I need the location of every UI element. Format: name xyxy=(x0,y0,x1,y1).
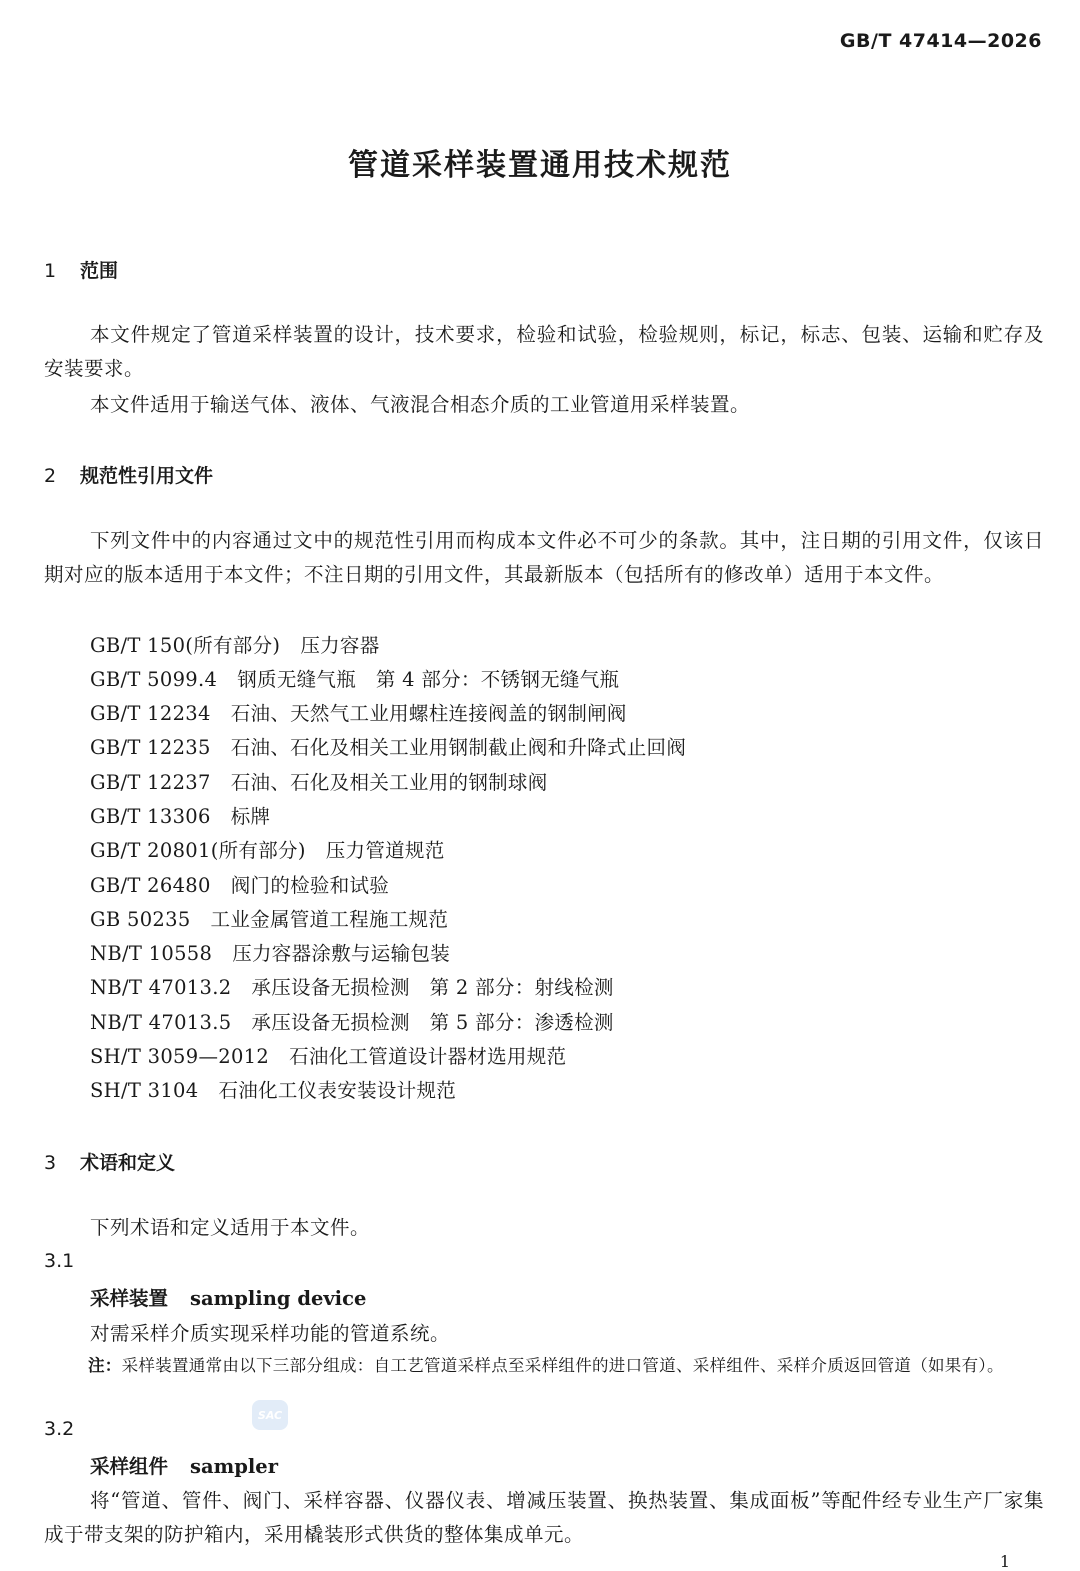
section-number: 2 xyxy=(44,465,57,487)
section-2-intro: 下列文件中的内容通过文中的规范性引用而构成本文件必不可少的条款。其中，注日期的引用文件，仅该日期对应的版本适用于本文件；不注日期的引用文件，其最新版本（包括所有的修改单）适用于本文件。 xyxy=(44,529,1044,586)
term-definition: 对需采样介质实现采样功能的管道系统。 xyxy=(90,1322,451,1345)
reference-title: 阀门的检验和试验 xyxy=(230,874,390,897)
term-english: sampling device xyxy=(190,1287,367,1310)
reference-title: 压力管道规范 xyxy=(325,839,445,862)
section-title: 规范性引用文件 xyxy=(80,465,214,487)
note-label: 注： xyxy=(88,1356,122,1375)
reference-title: 石油、天然气工业用螺柱连接阀盖的钢制闸阀 xyxy=(230,702,627,725)
reference-title: 石油、石化及相关工业用钢制截止阀和升降式止回阀 xyxy=(230,736,687,759)
section-3-intro: 下列术语和定义适用于本文件。 xyxy=(90,1216,371,1239)
reference-title: 压力容器 xyxy=(300,634,380,657)
reference-code: GB/T 5099.4 xyxy=(90,668,218,691)
section-1-paragraph: 本文件规定了管道采样装置的设计，技术要求，检验和试验，检验规则，标记，标志、包装、运输和贮存及安装要求。 xyxy=(44,323,1044,380)
reference-title: 承压设备无损检测 第 2 部分：射线检测 xyxy=(251,976,614,999)
reference-item xyxy=(90,1075,456,1103)
reference-item xyxy=(90,835,445,863)
reference-item xyxy=(90,698,627,726)
reference-item xyxy=(90,767,548,795)
reference-code: NB/T 47013.5 xyxy=(90,1011,232,1034)
reference-title: 石油化工管道设计器材选用规范 xyxy=(289,1045,567,1068)
reference-item xyxy=(90,904,448,932)
reference-title: 压力容器涂敷与运输包装 xyxy=(232,942,451,965)
term-chinese: 采样组件 xyxy=(90,1455,169,1478)
term-chinese: 采样装置 xyxy=(90,1287,169,1310)
page-number: 1 xyxy=(999,1552,1010,1571)
reference-code: GB 50235 xyxy=(90,908,191,931)
reference-code: SH/T 3059—2012 xyxy=(90,1045,270,1068)
term-definition: 将“管道、管件、阀门、采样容器、仪器仪表、增减压装置、换热装置、集成面板”等配件经专业生产厂家集成于带支架的防护箱内，采用橇装形式供货的整体集成单元。 xyxy=(44,1489,1044,1546)
reference-code: GB/T 20801(所有部分) xyxy=(90,839,306,862)
section-1-heading xyxy=(44,256,118,283)
reference-item xyxy=(90,664,619,692)
document-title: 管道采样装置通用技术规范 xyxy=(348,148,732,183)
section-2-heading xyxy=(44,461,213,488)
section-number: 1 xyxy=(44,260,57,282)
reference-code: SH/T 3104 xyxy=(90,1079,199,1102)
reference-title: 钢质无缝气瓶 第 4 部分：不锈钢无缝气瓶 xyxy=(237,668,620,691)
section-3-heading xyxy=(44,1148,175,1175)
standard-code: GB/T 47414—2026 xyxy=(839,30,1042,52)
reference-code: GB/T 12237 xyxy=(90,771,211,794)
reference-title: 石油、石化及相关工业用的钢制球阀 xyxy=(230,771,548,794)
reference-title: 石油化工仪表安装设计规范 xyxy=(218,1079,457,1102)
reference-item xyxy=(90,1007,614,1035)
note-text: 采样装置通常由以下三部分组成：自工艺管道采样点至采样组件的进口管道、采样组件、采样介质返回管道（如果有）。 xyxy=(121,1356,1004,1375)
reference-code: NB/T 47013.2 xyxy=(90,976,232,999)
term-number: 3.2 xyxy=(44,1418,75,1440)
reference-code: GB/T 150(所有部分) xyxy=(90,634,281,657)
section-1-paragraph: 本文件适用于输送气体、液体、气液混合相态介质的工业管道用采样装置。 xyxy=(90,393,751,416)
term-number: 3.1 xyxy=(44,1250,75,1272)
section-title: 范围 xyxy=(80,260,119,282)
term-heading xyxy=(90,1283,366,1311)
reference-item xyxy=(90,1041,566,1069)
reference-item xyxy=(90,732,686,760)
reference-code: GB/T 26480 xyxy=(90,874,211,897)
reference-code: GB/T 12235 xyxy=(90,736,211,759)
reference-item xyxy=(90,870,389,898)
reference-item xyxy=(90,972,614,1000)
term-note xyxy=(88,1350,1046,1381)
reference-code: GB/T 13306 xyxy=(90,805,211,828)
reference-title: 承压设备无损检测 第 5 部分：渗透检测 xyxy=(251,1011,614,1034)
sac-watermark-logo: SAC xyxy=(252,1400,288,1430)
section-number: 3 xyxy=(44,1152,57,1174)
reference-item xyxy=(90,938,450,966)
term-english: sampler xyxy=(190,1455,278,1478)
reference-title: 工业金属管道工程施工规范 xyxy=(210,908,449,931)
term-heading xyxy=(90,1451,278,1479)
section-title: 术语和定义 xyxy=(80,1152,176,1174)
reference-title: 标牌 xyxy=(230,805,271,828)
reference-item xyxy=(90,801,270,829)
reference-code: NB/T 10558 xyxy=(90,942,213,965)
reference-item xyxy=(90,630,380,658)
reference-code: GB/T 12234 xyxy=(90,702,211,725)
